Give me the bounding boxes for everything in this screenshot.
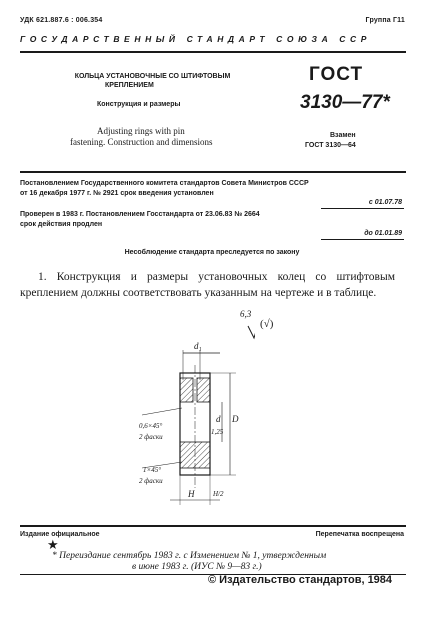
replaces-label: Взамен: [330, 132, 356, 139]
state-standard-banner: ГОСУДАРСТВЕННЫЙ СТАНДАРТ СОЮЗА ССР: [20, 34, 372, 44]
decree-line1: Постановлением Государственного комитета стандартов Совета Министров СССР: [20, 180, 309, 187]
reissue-line2: в июне 1983 г. (ИУС № 9—83 г.): [132, 562, 262, 572]
official-edition: Издание официальное: [20, 531, 100, 538]
chamfer-top-size: 0,6×45°: [139, 422, 163, 430]
check-extension-date: до 01.01.89: [364, 230, 402, 237]
check-line1: Проверен в 1983 г. Постановлением Госстандарта от 23.06.83 № 2664: [20, 211, 260, 218]
legal-warning: Несоблюдение стандарта преследуется по закону: [124, 249, 300, 256]
label-D: D: [232, 414, 239, 424]
title-en-line1: Adjusting rings with pin: [97, 126, 185, 136]
udk-code: УДК 621.887.6 : 006.354: [20, 17, 103, 24]
roughness-value: 6,3: [240, 309, 252, 319]
clause-1-text: 1. Конструкция и размеры установочных колец со штифтовым креплением должны соответствовать указанным на чертеже и в таблице.: [20, 271, 395, 299]
chamfer-bottom-size: 1×45°: [143, 466, 162, 474]
title-ru-subtitle: Конструкция и размеры: [97, 101, 181, 108]
star-icon: ★: [47, 537, 59, 552]
label-H-half: H/2: [213, 490, 224, 498]
date-underline-1: [321, 208, 404, 209]
footer-rule: [20, 525, 406, 527]
replaces-value: ГОСТ 3130—64: [305, 142, 356, 149]
gost-number: 3130—77*: [300, 92, 390, 113]
title-ru-line2: КРЕПЛЕНИЕМ: [105, 82, 154, 89]
label-d: d: [216, 414, 221, 424]
header-rule: [20, 51, 406, 53]
reissue-line1: * Переиздание сентябрь 1983 г. с Изменением № 1, утвержденным: [52, 551, 327, 561]
gost-label: ГОСТ: [309, 64, 364, 85]
title-rule: [20, 171, 406, 173]
date-underline-2: [321, 239, 404, 240]
roughness-check-icon: [248, 318, 255, 338]
check-line2: срок действия продлен: [20, 221, 103, 228]
label-d1: d₁: [194, 341, 202, 351]
decree-line2: от 16 декабря 1977 г. № 2921 срок введения установлен: [20, 190, 214, 197]
upper-section-left: [180, 378, 193, 402]
label-H: H: [188, 489, 195, 499]
reprint-prohibited: Перепечатка воспрещена: [315, 531, 404, 538]
decree-effective-date: с 01.07.78: [368, 199, 402, 206]
label-125: 1,25: [211, 428, 224, 436]
chamfer-top-count: 2 фаски: [139, 433, 163, 441]
chamfer-bottom-count: 2 фаски: [139, 477, 163, 485]
title-ru-line1: КОЛЬЦА УСТАНОВОЧНЫЕ СО ШТИФТОВЫМ: [74, 73, 231, 80]
copyright: © Издательство стандартов, 1984: [208, 574, 393, 586]
group-code: Группа Г11: [365, 17, 405, 24]
upper-section-right: [197, 378, 210, 402]
roughness-paren: (√): [260, 318, 274, 330]
title-en-line2: fastening. Construction and dimensions: [70, 137, 213, 147]
